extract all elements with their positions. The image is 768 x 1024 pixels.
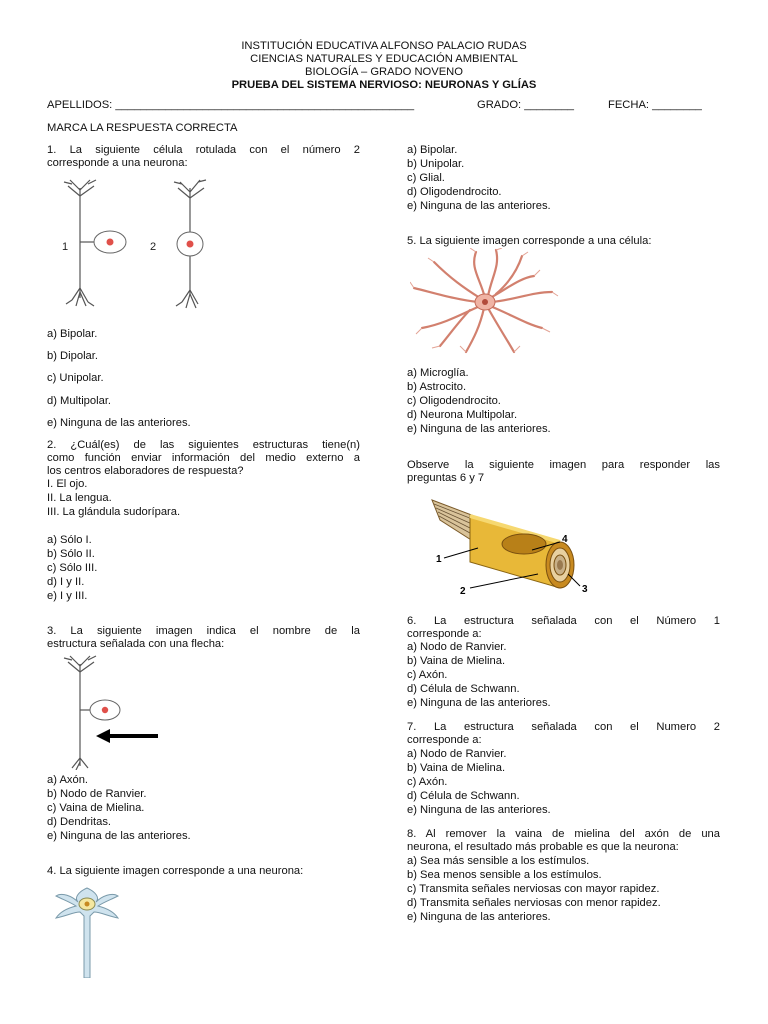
q3-stem-line2: estructura señalada con una flecha: [47, 638, 225, 650]
q2-item-1: I. El ojo. [47, 478, 88, 490]
q8-option-d[interactable]: d) Transmita señales nerviosas con menor rapidez. [407, 897, 661, 909]
q4-option-e[interactable]: e) Ninguna de las anteriores. [407, 200, 551, 212]
q2-stem-line1: 2. ¿Cuál(es) de las siguientes estructuras tiene(n) [47, 439, 360, 451]
q1-stem-line1: 1. La siguiente célula rotulada con el número 2 [47, 144, 360, 156]
q2-option-a[interactable]: a) Sólo I. [47, 534, 92, 546]
fecha-field[interactable]: FECHA: ________ [608, 99, 702, 111]
q4-option-b[interactable]: b) Unipolar. [407, 158, 465, 170]
q8-option-a[interactable]: a) Sea más sensible a los estímulos. [407, 855, 590, 867]
q7-option-a[interactable]: a) Nodo de Ranvier. [407, 748, 507, 760]
axon-label-1: 1 [436, 554, 442, 565]
q7-option-d[interactable]: d) Célula de Schwann. [407, 790, 520, 802]
q1-figure-label-2: 2 [150, 241, 157, 253]
q6-option-c[interactable]: c) Axón. [407, 669, 448, 681]
q8-option-b[interactable]: b) Sea menos sensible a los estímulos. [407, 869, 602, 881]
q8-option-c[interactable]: c) Transmita señales nerviosas con mayor rapidez. [407, 883, 660, 895]
q4-stem: 4. La siguiente imagen corresponde a una neurona: [47, 865, 304, 877]
q5-option-b[interactable]: b) Astrocito. [407, 381, 467, 393]
q2-option-d[interactable]: d) I y II. [47, 576, 85, 588]
bipolar-unipolar-neuron-figure [50, 178, 220, 318]
q3-option-d[interactable]: d) Dendritas. [47, 816, 112, 828]
q6-option-e[interactable]: e) Ninguna de las anteriores. [407, 697, 551, 709]
q3-option-a[interactable]: a) Axón. [47, 774, 89, 786]
subject-name: BIOLOGÍA – GRADO NOVENO [305, 66, 463, 78]
q1-stem-line2: corresponde a una neurona: [47, 157, 188, 169]
q2-item-3: III. La glándula sudorípara. [47, 506, 181, 518]
q6-option-d[interactable]: d) Célula de Schwann. [407, 683, 520, 695]
q2-stem-line2: como función enviar información del medio externo a [47, 452, 360, 464]
instruction: MARCA LA RESPUESTA CORRECTA [47, 122, 238, 134]
exam-title: PRUEBA DEL SISTEMA NERVIOSO: NEURONAS Y GLÍAS [231, 79, 537, 91]
q6-option-a[interactable]: a) Nodo de Ranvier. [407, 641, 507, 653]
q6-option-b[interactable]: b) Vaina de Mielina. [407, 655, 506, 667]
q5-option-c[interactable]: c) Oligodendrocito. [407, 395, 501, 407]
observe-line1: Observe la siguiente imagen para responder las [407, 459, 720, 471]
institution-name: INSTITUCIÓN EDUCATIVA ALFONSO PALACIO RUDAS [241, 40, 527, 52]
q2-option-e[interactable]: e) I y III. [47, 590, 88, 602]
q7-option-b[interactable]: b) Vaina de Mielina. [407, 762, 506, 774]
q2-option-c[interactable]: c) Sólo III. [47, 562, 98, 574]
q6-stem-line1: 6. La estructura señalada con el Número 1 [407, 615, 720, 627]
axon-label-3: 3 [582, 584, 588, 595]
q7-stem-line2: corresponde a: [407, 734, 482, 746]
apellidos-field[interactable]: APELLIDOS: ________________________________________________ [47, 99, 415, 111]
multipolar-neuron-figure [52, 882, 122, 978]
axon-label-2: 2 [460, 586, 466, 597]
q8-stem-line1: 8. Al remover la vaina de mielina del axón de una [407, 828, 720, 840]
q7-option-c[interactable]: c) Axón. [407, 776, 448, 788]
q5-option-e[interactable]: e) Ninguna de las anteriores. [407, 423, 551, 435]
q3-option-c[interactable]: c) Vaina de Mielina. [47, 802, 145, 814]
q4-option-a[interactable]: a) Bipolar. [407, 144, 458, 156]
q7-option-e[interactable]: e) Ninguna de las anteriores. [407, 804, 551, 816]
grado-field[interactable]: GRADO: ________ [477, 99, 575, 111]
q6-stem-line2: corresponde a: [407, 628, 482, 640]
q8-option-e[interactable]: e) Ninguna de las anteriores. [407, 911, 551, 923]
q7-stem-line1: 7. La estructura señalada con el Numero 2 [407, 721, 720, 733]
q1-option-e[interactable]: e) Ninguna de las anteriores. [47, 417, 191, 429]
q4-option-d[interactable]: d) Oligodendrocito. [407, 186, 502, 198]
neuron-arrow-figure [50, 654, 170, 770]
q1-option-a[interactable]: a) Bipolar. [47, 328, 98, 340]
q8-stem-line2: neurona, el resultado más probable es que la neurona: [407, 841, 679, 853]
q1-option-c[interactable]: c) Unipolar. [47, 372, 104, 384]
q3-option-b[interactable]: b) Nodo de Ranvier. [47, 788, 147, 800]
q1-option-b[interactable]: b) Dipolar. [47, 350, 98, 362]
astrocyte-figure [410, 248, 560, 354]
myelinated-axon-figure [420, 492, 600, 602]
q2-option-b[interactable]: b) Sólo II. [47, 548, 95, 560]
q1-figure-label-1: 1 [62, 241, 69, 253]
observe-line2: preguntas 6 y 7 [407, 472, 485, 484]
axon-label-4: 4 [562, 534, 568, 545]
q2-item-2: II. La lengua. [47, 492, 112, 504]
q5-option-d[interactable]: d) Neurona Multipolar. [407, 409, 518, 421]
q5-option-a[interactable]: a) Microglía. [407, 367, 469, 379]
q4-option-c[interactable]: c) Glial. [407, 172, 445, 184]
department-name: CIENCIAS NATURALES Y EDUCACIÓN AMBIENTAL [250, 53, 518, 65]
arrowhead-icon [96, 729, 110, 743]
q5-stem: 5. La siguiente imagen corresponde a una célula: [407, 235, 652, 247]
q2-stem-line3: los centros elaboradores de respuesta? [47, 465, 244, 477]
q1-option-d[interactable]: d) Multipolar. [47, 395, 112, 407]
q3-option-e[interactable]: e) Ninguna de las anteriores. [47, 830, 191, 842]
q3-stem-line1: 3. La siguiente imagen indica el nombre de la [47, 625, 360, 637]
